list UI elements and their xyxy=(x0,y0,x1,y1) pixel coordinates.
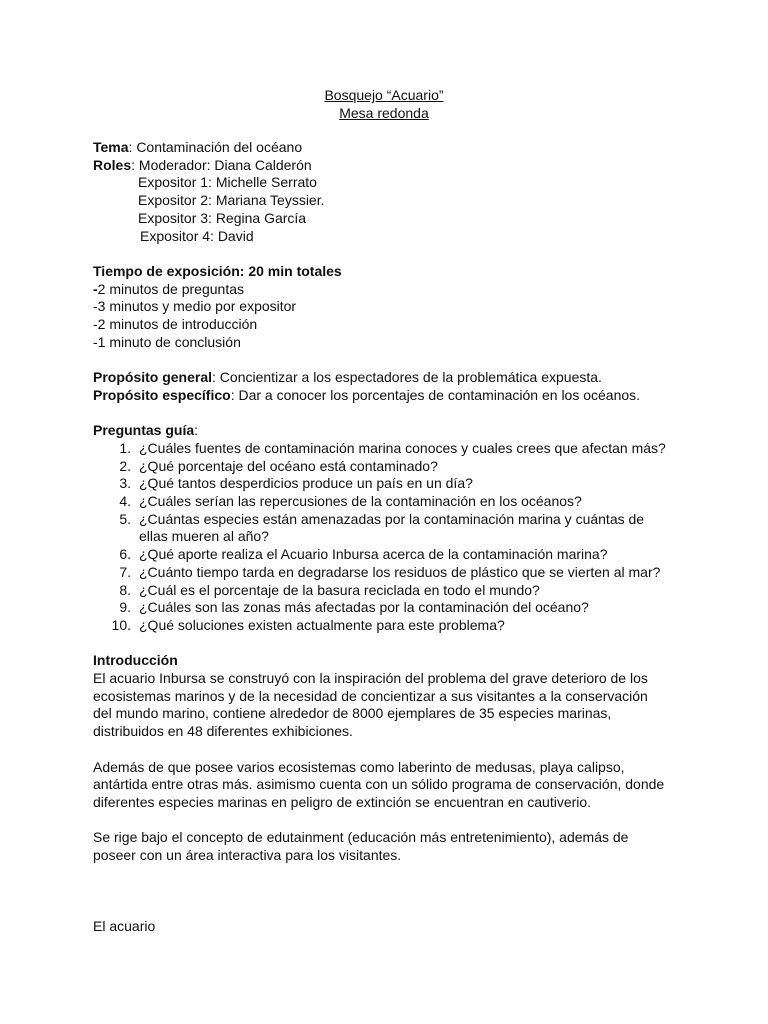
list-item-text: ¿Qué porcentaje del océano está contaminado? xyxy=(139,457,438,474)
list-item-number: 5. xyxy=(119,510,131,527)
spacer xyxy=(93,900,693,918)
paragraph-line: ecosistemas marinos y de la necesidad de concientizar a sus visitantes a la conservación xyxy=(93,687,648,704)
document-title: Bosquejo “Acuario” xyxy=(324,87,444,103)
list-item-text: ¿Cuáles serían las repercusiones de la contaminación en los océanos? xyxy=(139,493,582,510)
paragraph-line: antártida entre otras más. asimismo cuenta con un sólido programa de conservación, donde xyxy=(93,776,665,793)
list-item xyxy=(93,582,693,600)
proposito-general xyxy=(93,369,693,387)
expositor-2: Expositor 2: Mariana Teyssier. xyxy=(138,192,325,209)
tiempo-item-3: -2 minutos de introducción xyxy=(93,316,258,333)
paragraph-line: El acuario Inbursa se construyó con la inspiración del problema del grave deterioro de los xyxy=(93,670,648,687)
expositor-3: Expositor 3: Regina García xyxy=(138,209,307,226)
proposito-general-value: : Concientizar a los espectadores de la problemática expuesta. xyxy=(212,369,602,386)
proposito-general-label: Propósito general xyxy=(93,369,213,386)
list-item-text: ¿Qué tantos desperdicios produce un país en un día? xyxy=(139,475,473,492)
spacer xyxy=(93,635,693,653)
tema-value: : Contaminación del océano xyxy=(128,139,303,155)
tiempo-item-4: -1 minuto de conclusión xyxy=(93,333,241,350)
tiempo-dash: - xyxy=(93,280,98,297)
list-item-text: ¿Cuál es el porcentaje de la basura reciclada en todo el mundo? xyxy=(139,581,540,598)
roles-label: Roles xyxy=(93,156,132,173)
tiempo-item-2: -3 minutos y medio por expositor xyxy=(93,298,297,315)
spacer xyxy=(93,245,693,263)
spacer xyxy=(93,351,693,369)
spacer xyxy=(93,865,693,883)
list-item xyxy=(93,511,693,546)
preguntas-list xyxy=(93,440,693,635)
paragraph-line: poseer con un área interactiva para los visitantes. xyxy=(93,847,402,864)
tiempo-heading: Tiempo de exposición: 20 min totales xyxy=(93,262,342,279)
paragraph-line: Se rige bajo el concepto de edutainment (educación más entretenimiento), además de xyxy=(93,829,629,846)
proposito-especifico-label: Propósito específico xyxy=(93,386,231,403)
list-item-number: 9. xyxy=(119,599,131,616)
closing-text: El acuario xyxy=(93,917,156,934)
list-item-number: 10. xyxy=(111,616,131,633)
expositor-1: Expositor 1: Michelle Serrato xyxy=(138,174,317,191)
list-item xyxy=(93,458,693,476)
roles-line xyxy=(93,157,693,175)
tema-label: Tema xyxy=(93,139,129,155)
list-item-text: ¿Cuántas especies están amenazadas por la contaminación marina y cuántas de xyxy=(139,510,645,527)
spacer xyxy=(93,882,693,900)
introduccion-paragraph-2 xyxy=(93,759,693,812)
paragraph-line: diferentes especies marinas en peligro de extinción se encuentran en cautiverio. xyxy=(93,793,592,810)
list-item-number: 8. xyxy=(119,581,131,598)
spacer xyxy=(93,405,693,423)
list-item-text: ¿Qué soluciones existen actualmente para este problema? xyxy=(139,616,505,633)
list-item-number: 6. xyxy=(119,546,131,563)
list-item-text: ¿Cuáles fuentes de contaminación marina conoces y cuales crees que afectan más? xyxy=(139,439,666,456)
preguntas-heading-colon: : xyxy=(194,422,199,439)
list-item xyxy=(93,440,693,458)
list-item xyxy=(93,475,693,493)
introduccion-paragraph-3 xyxy=(93,829,693,864)
tema-line xyxy=(93,139,693,157)
paragraph-line: Además de que posee varios ecosistemas como laberinto de medusas, playa calipso, xyxy=(93,758,625,775)
list-item-text-continued: ellas mueren al año? xyxy=(139,528,269,545)
tiempo-item-1 xyxy=(93,281,693,299)
paragraph-line: distribuidos en 48 diferentes exhibiciones. xyxy=(93,723,353,740)
spacer xyxy=(93,741,693,759)
proposito-especifico xyxy=(93,387,693,405)
preguntas-heading xyxy=(93,422,693,440)
proposito-especifico-value: : Dar a conocer los porcentajes de contaminación en los océanos. xyxy=(230,386,641,403)
list-item-text: ¿Cuáles son las zonas más afectadas por la contaminación del océano? xyxy=(139,599,589,616)
document-subtitle: Mesa redonda xyxy=(339,104,429,121)
paragraph-line: del mundo marino, contiene alrededor de 8000 ejemplares de 35 especies marinas, xyxy=(93,705,612,722)
list-item xyxy=(93,617,693,635)
list-item-text: ¿Cuánto tiempo tarda en degradarse los residuos de plástico que se vierten al mar? xyxy=(139,563,661,580)
list-item-text: ¿Qué aporte realiza el Acuario Inbursa acerca de la contaminación marina? xyxy=(139,546,608,563)
spacer xyxy=(93,812,693,830)
document-body xyxy=(93,139,693,936)
introduccion-heading: Introducción xyxy=(93,652,178,669)
moderator-text: : Moderador: Diana Calderón xyxy=(131,156,312,173)
list-item-number: 7. xyxy=(119,563,131,580)
list-item-number: 3. xyxy=(119,475,131,492)
tiempo-item-1-text: 2 minutos de preguntas xyxy=(97,280,244,297)
list-item xyxy=(93,546,693,564)
list-item-number: 4. xyxy=(119,493,131,510)
list-item xyxy=(93,599,693,617)
expositor-4: Expositor 4: David xyxy=(140,227,254,244)
introduccion-paragraph-1 xyxy=(93,670,693,741)
document-header xyxy=(0,87,768,122)
list-item-number: 1. xyxy=(119,439,131,456)
list-item xyxy=(93,493,693,511)
preguntas-heading-label: Preguntas guía xyxy=(93,422,195,439)
list-item xyxy=(93,564,693,582)
list-item-number: 2. xyxy=(119,457,131,474)
